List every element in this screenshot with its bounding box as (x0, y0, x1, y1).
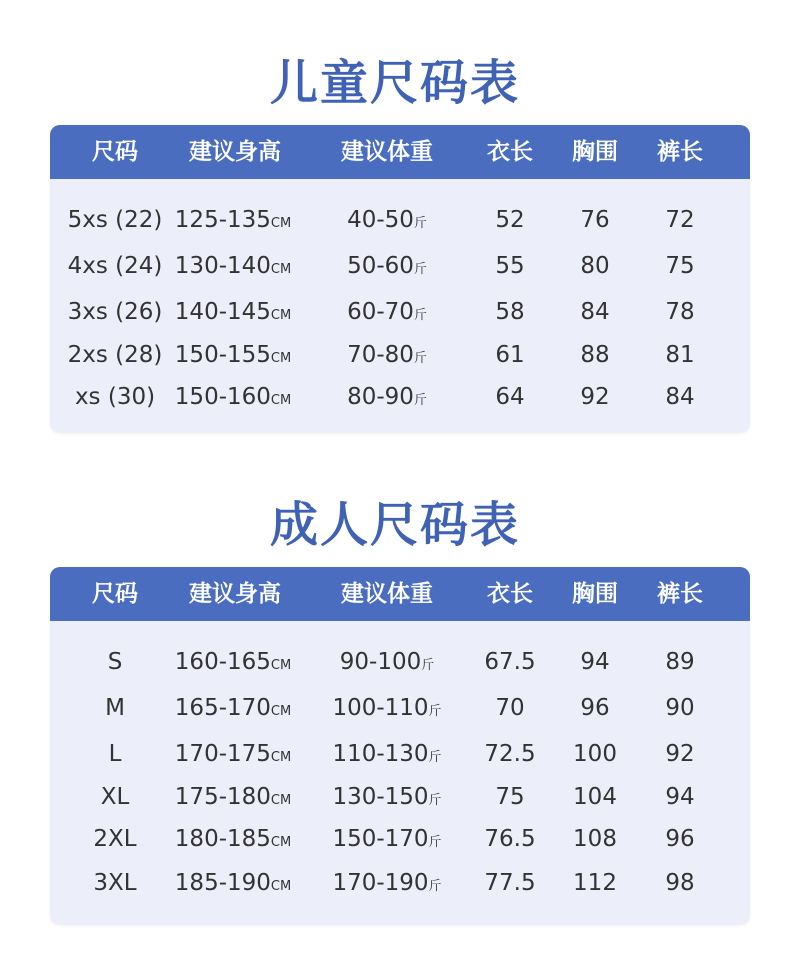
length-cell-value: 70 (495, 695, 525, 721)
length-cell-value: 75 (495, 784, 525, 810)
height-cell-value: 150-155 (174, 342, 271, 368)
weight-cell-unit: 斤 (413, 216, 427, 231)
height-cell-unit: CM (270, 750, 292, 765)
adult-size-chart-title: 成人尺码表 (269, 497, 520, 553)
weight-cell (322, 777, 452, 817)
weight-cell-value: 100-110 (332, 695, 429, 721)
height-cell (168, 377, 298, 417)
length-cell (470, 688, 550, 728)
chest-cell (555, 863, 635, 903)
chest-cell (555, 335, 635, 375)
length-cell (470, 246, 550, 286)
height-cell-unit: CM (270, 393, 292, 408)
size-cell (50, 863, 180, 903)
height-cell-unit: CM (270, 658, 292, 673)
length-cell (470, 292, 550, 332)
pants-cell-value: 78 (665, 299, 695, 325)
size-cell-value: 3xs (26) (67, 299, 163, 325)
pants-cell-value: 84 (665, 384, 695, 410)
adult-table-header (50, 567, 750, 621)
weight-cell-unit: 斤 (413, 393, 427, 408)
header-pants: 裤长 (657, 581, 703, 607)
height-cell (168, 688, 298, 728)
weight-cell-unit: 斤 (428, 879, 442, 894)
table-row (50, 200, 750, 240)
chest-cell-value: 84 (580, 299, 610, 325)
size-cell (50, 642, 180, 682)
height-cell (168, 200, 298, 240)
pants-cell (640, 734, 720, 774)
chest-cell (555, 819, 635, 859)
height-cell (168, 335, 298, 375)
pants-cell-value: 75 (665, 253, 695, 279)
weight-cell (322, 200, 452, 240)
height-cell (168, 642, 298, 682)
weight-cell-unit: 斤 (428, 750, 442, 765)
chest-cell (555, 246, 635, 286)
size-cell (50, 819, 180, 859)
pants-cell-value: 90 (665, 695, 695, 721)
height-cell (168, 777, 298, 817)
chest-cell (555, 688, 635, 728)
weight-cell-value: 80-90 (347, 384, 414, 410)
chest-cell-value: 80 (580, 253, 610, 279)
size-cell-value: L (108, 741, 122, 767)
length-cell-value: 67.5 (484, 649, 536, 675)
chest-cell-value: 100 (573, 741, 617, 767)
header-size: 尺码 (92, 139, 138, 165)
weight-cell-unit: 斤 (413, 351, 427, 366)
table-row (50, 292, 750, 332)
length-cell (470, 777, 550, 817)
pants-cell (640, 200, 720, 240)
length-cell-value: 61 (495, 342, 525, 368)
height-cell-unit: CM (270, 704, 292, 719)
size-cell-value: 2XL (93, 826, 137, 852)
pants-cell (640, 863, 720, 903)
chest-cell-value: 94 (580, 649, 610, 675)
weight-cell-value: 70-80 (347, 342, 414, 368)
header-weight: 建议体重 (341, 581, 433, 607)
chest-cell-value: 108 (573, 826, 617, 852)
height-cell-value: 140-145 (174, 299, 271, 325)
adult-size-table (50, 567, 750, 925)
height-cell-value: 170-175 (174, 741, 271, 767)
table-row (50, 377, 750, 417)
height-cell-unit: CM (270, 793, 292, 808)
table-row (50, 246, 750, 286)
length-cell-value: 52 (495, 207, 525, 233)
height-cell-unit: CM (270, 308, 292, 323)
chest-cell-value: 96 (580, 695, 610, 721)
weight-cell-unit: 斤 (428, 793, 442, 808)
header-chest: 胸围 (572, 139, 618, 165)
table-row (50, 642, 750, 682)
size-cell (50, 377, 180, 417)
table-row (50, 819, 750, 859)
weight-cell-unit: 斤 (428, 704, 442, 719)
size-cell-value: 4xs (24) (67, 253, 163, 279)
kids-table-header (50, 125, 750, 179)
height-cell-unit: CM (270, 835, 292, 850)
weight-cell-value: 40-50 (347, 207, 414, 233)
pants-cell (640, 777, 720, 817)
weight-cell (322, 819, 452, 859)
pants-cell-value: 72 (665, 207, 695, 233)
height-cell (168, 246, 298, 286)
height-cell-value: 130-140 (174, 253, 271, 279)
height-cell-unit: CM (270, 216, 292, 231)
size-cell-value: 3XL (93, 870, 137, 896)
length-cell (470, 335, 550, 375)
weight-cell (322, 377, 452, 417)
chest-cell (555, 377, 635, 417)
weight-cell (322, 863, 452, 903)
height-cell-unit: CM (270, 351, 292, 366)
height-cell-value: 165-170 (174, 695, 271, 721)
weight-cell (322, 292, 452, 332)
length-cell (470, 819, 550, 859)
height-cell-value: 160-165 (174, 649, 271, 675)
kids-size-table (50, 125, 750, 433)
length-cell-value: 72.5 (484, 741, 536, 767)
size-cell (50, 688, 180, 728)
table-row (50, 777, 750, 817)
length-cell-value: 64 (495, 384, 525, 410)
header-height: 建议身高 (189, 139, 281, 165)
size-cell (50, 200, 180, 240)
size-cell (50, 335, 180, 375)
pants-cell (640, 642, 720, 682)
pants-cell (640, 292, 720, 332)
pants-cell (640, 335, 720, 375)
size-cell-value: 2xs (28) (67, 342, 163, 368)
chest-cell-value: 92 (580, 384, 610, 410)
length-cell (470, 200, 550, 240)
weight-cell-unit: 斤 (421, 658, 435, 673)
height-cell-unit: CM (270, 879, 292, 894)
chest-cell (555, 200, 635, 240)
weight-cell-unit: 斤 (413, 262, 427, 277)
kids-size-chart-title: 儿童尺码表 (269, 55, 520, 111)
size-cell (50, 292, 180, 332)
height-cell-value: 150-160 (174, 384, 271, 410)
height-cell-value: 125-135 (174, 207, 271, 233)
pants-cell-value: 89 (665, 649, 695, 675)
weight-cell (322, 246, 452, 286)
chest-cell (555, 734, 635, 774)
size-cell (50, 777, 180, 817)
table-row (50, 863, 750, 903)
weight-cell-value: 60-70 (347, 299, 414, 325)
chest-cell-value: 76 (580, 207, 610, 233)
height-cell (168, 863, 298, 903)
size-cell-value: XL (100, 784, 130, 810)
chest-cell-value: 112 (573, 870, 617, 896)
table-row (50, 335, 750, 375)
weight-cell-unit: 斤 (428, 835, 442, 850)
chest-cell (555, 642, 635, 682)
pants-cell (640, 819, 720, 859)
height-cell-value: 180-185 (174, 826, 271, 852)
pants-cell (640, 377, 720, 417)
table-row (50, 688, 750, 728)
chest-cell-value: 104 (573, 784, 617, 810)
weight-cell (322, 642, 452, 682)
size-cell-value: xs (30) (74, 384, 156, 410)
height-cell (168, 292, 298, 332)
length-cell (470, 863, 550, 903)
size-cell (50, 246, 180, 286)
size-cell-value: 5xs (22) (67, 207, 163, 233)
length-cell-value: 58 (495, 299, 525, 325)
chest-cell-value: 88 (580, 342, 610, 368)
length-cell (470, 734, 550, 774)
weight-cell-value: 90-100 (339, 649, 422, 675)
pants-cell-value: 96 (665, 826, 695, 852)
chest-cell (555, 777, 635, 817)
weight-cell-value: 170-190 (332, 870, 429, 896)
table-row (50, 734, 750, 774)
height-cell (168, 734, 298, 774)
header-length: 衣长 (487, 581, 533, 607)
length-cell (470, 377, 550, 417)
pants-cell-value: 98 (665, 870, 695, 896)
height-cell-value: 185-190 (174, 870, 271, 896)
header-weight: 建议体重 (341, 139, 433, 165)
weight-cell-value: 110-130 (332, 741, 429, 767)
height-cell-unit: CM (270, 262, 292, 277)
weight-cell-value: 50-60 (347, 253, 414, 279)
pants-cell (640, 688, 720, 728)
weight-cell-value: 130-150 (332, 784, 429, 810)
weight-cell (322, 688, 452, 728)
pants-cell-value: 92 (665, 741, 695, 767)
length-cell (470, 642, 550, 682)
weight-cell-value: 150-170 (332, 826, 429, 852)
height-cell (168, 819, 298, 859)
pants-cell-value: 94 (665, 784, 695, 810)
pants-cell (640, 246, 720, 286)
height-cell-value: 175-180 (174, 784, 271, 810)
weight-cell (322, 734, 452, 774)
pants-cell-value: 81 (665, 342, 695, 368)
size-cell-value: M (105, 695, 125, 721)
length-cell-value: 77.5 (484, 870, 536, 896)
header-pants: 裤长 (657, 139, 703, 165)
weight-cell (322, 335, 452, 375)
length-cell-value: 76.5 (484, 826, 536, 852)
header-size: 尺码 (92, 581, 138, 607)
chest-cell (555, 292, 635, 332)
header-height: 建议身高 (189, 581, 281, 607)
header-length: 衣长 (487, 139, 533, 165)
weight-cell-unit: 斤 (413, 308, 427, 323)
header-chest: 胸围 (572, 581, 618, 607)
size-cell-value: S (107, 649, 123, 675)
size-cell (50, 734, 180, 774)
length-cell-value: 55 (495, 253, 525, 279)
